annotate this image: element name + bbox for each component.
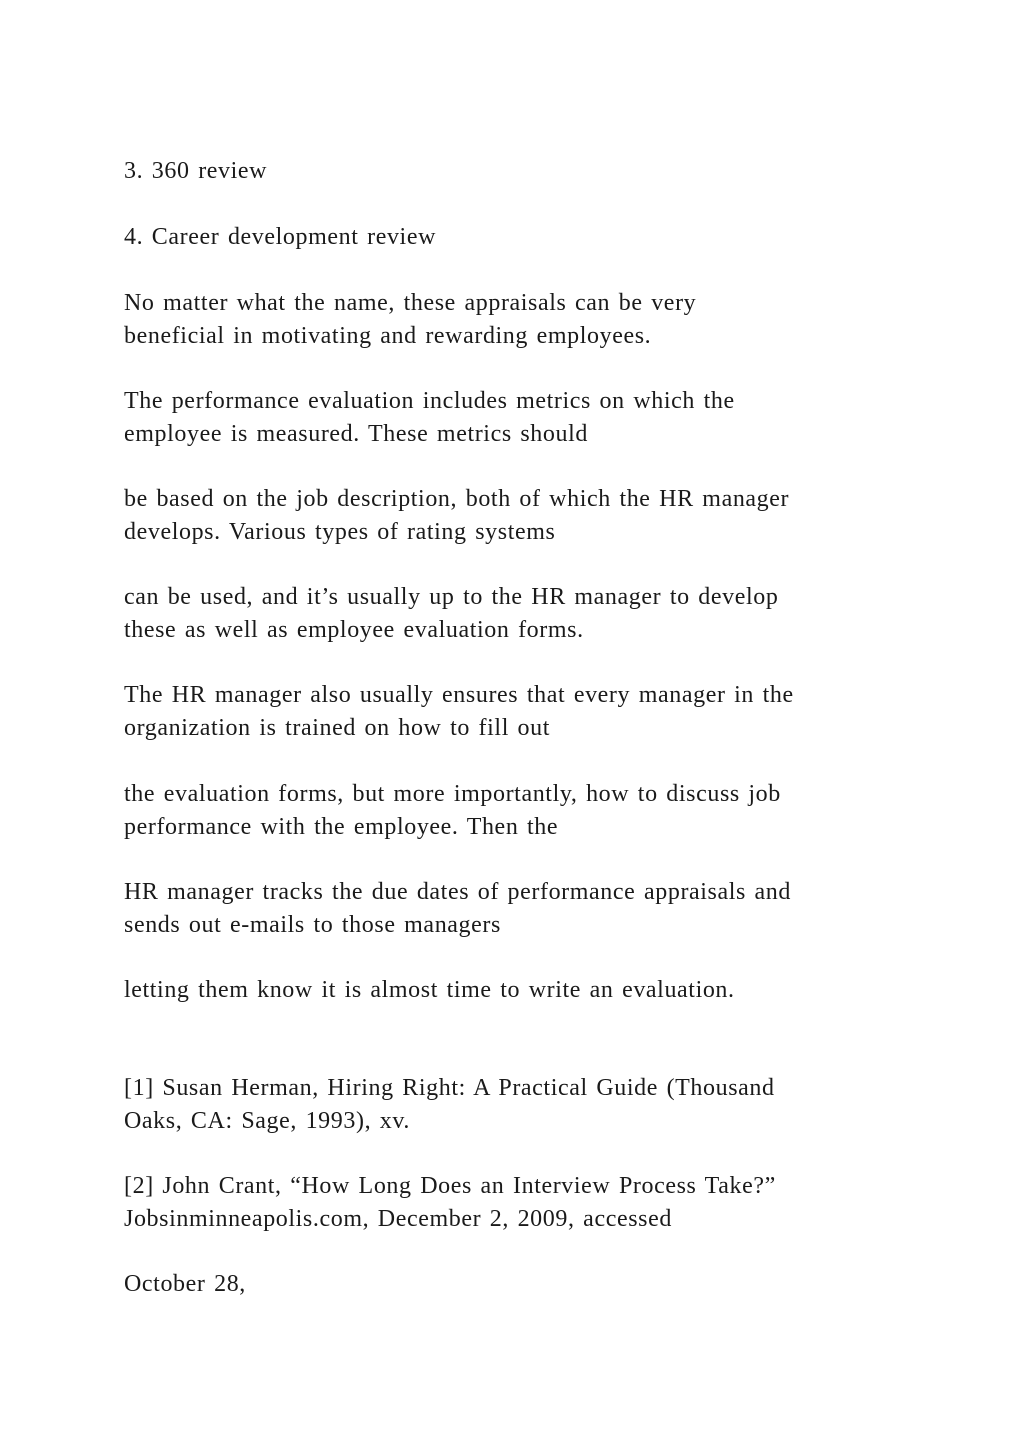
text-line: 4. Career development review bbox=[124, 224, 437, 250]
text-line: organization is trained on how to fill out bbox=[124, 715, 551, 741]
text-line: HR manager tracks the due dates of performance appraisals and bbox=[124, 879, 792, 905]
list-item-360-review bbox=[124, 155, 924, 188]
text-line: beneficial in motivating and rewarding employees. bbox=[124, 323, 652, 349]
paragraph bbox=[124, 876, 924, 942]
text-line: No matter what the name, these appraisals can be very bbox=[124, 290, 697, 316]
text-line: [1] Susan Herman, Hiring Right: A Practical Guide (Thousand bbox=[124, 1075, 775, 1101]
text-line: Oaks, CA: Sage, 1993), xv. bbox=[124, 1108, 411, 1134]
footnote-2-continued bbox=[124, 1268, 924, 1301]
paragraph bbox=[124, 581, 924, 647]
footnote-2 bbox=[124, 1170, 924, 1236]
paragraph bbox=[124, 679, 924, 745]
text-line: letting them know it is almost time to write an evaluation. bbox=[124, 977, 735, 1003]
text-line: performance with the employee. Then the bbox=[124, 814, 559, 840]
list-item-career-development-review bbox=[124, 221, 924, 254]
text-line: The performance evaluation includes metrics on which the bbox=[124, 388, 735, 414]
text-line: employee is measured. These metrics should bbox=[124, 421, 588, 447]
text-line: develops. Various types of rating systems bbox=[124, 519, 556, 545]
text-line: October 28, bbox=[124, 1271, 246, 1297]
paragraph bbox=[124, 778, 924, 844]
text-line: 3. 360 review bbox=[124, 158, 268, 184]
text-line: Jobsinminneapolis.com, December 2, 2009, accessed bbox=[124, 1206, 672, 1232]
text-line: be based on the job description, both of which the HR manager bbox=[124, 486, 790, 512]
text-line: The HR manager also usually ensures that every manager in the bbox=[124, 682, 794, 708]
paragraph bbox=[124, 483, 924, 549]
text-line: sends out e-mails to those managers bbox=[124, 912, 501, 938]
text-line: can be used, and it’s usually up to the HR manager to develop bbox=[124, 584, 779, 610]
footnote-1 bbox=[124, 1072, 924, 1138]
paragraph bbox=[124, 287, 924, 353]
paragraph bbox=[124, 974, 924, 1007]
paragraph bbox=[124, 385, 924, 451]
text-line: [2] John Crant, “How Long Does an Interview Process Take?” bbox=[124, 1173, 776, 1199]
text-line: the evaluation forms, but more importantly, how to discuss job bbox=[124, 781, 781, 807]
text-line: these as well as employee evaluation forms. bbox=[124, 617, 584, 643]
